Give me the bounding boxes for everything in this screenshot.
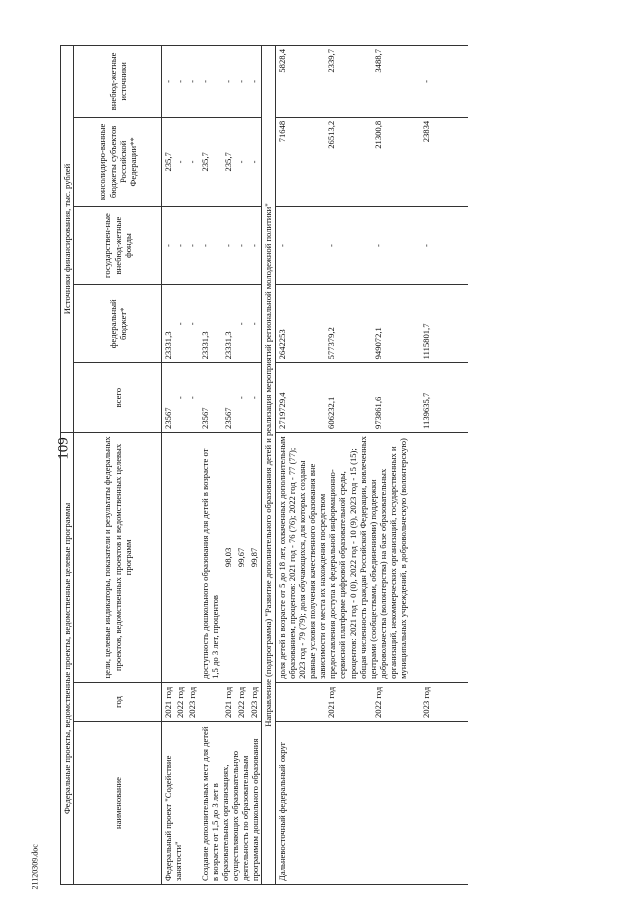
header-total: всего <box>74 363 162 433</box>
extra-cell: 5828,4 <box>275 46 325 118</box>
document-id: 21120309.doc <box>30 844 40 890</box>
state-cell: - <box>372 206 420 284</box>
rotated-table-sheet <box>60 45 620 885</box>
federal-cell: - <box>186 285 198 363</box>
regional-cell: - <box>174 117 186 206</box>
total-cell: - <box>174 363 186 433</box>
year-cell: 2023 год <box>248 682 262 721</box>
state-cell: - <box>222 206 235 284</box>
table-row <box>199 46 223 885</box>
extra-cell: - <box>162 46 175 118</box>
state-cell: - <box>174 206 186 284</box>
year-cell: 2023 год <box>420 682 468 721</box>
header-state-funds: государствен-ные внебюд-жетные фонды <box>74 206 162 284</box>
header-extra: внебюд-жетные источники <box>74 46 162 118</box>
federal-cell: - <box>248 285 262 363</box>
state-cell: - <box>199 206 223 284</box>
total-cell: 606232,1 <box>325 363 373 433</box>
table-row <box>275 46 325 885</box>
federal-cell: - <box>174 285 186 363</box>
total-cell: 23567 <box>162 363 175 433</box>
state-cell: - <box>162 206 175 284</box>
header-regional: консолидиро-ванные бюджеты субъектов Российской Федерации** <box>74 117 162 206</box>
federal-cell: - <box>235 285 248 363</box>
total-cell: 23567 <box>222 363 235 433</box>
regional-cell: - <box>248 117 262 206</box>
total-cell: - <box>248 363 262 433</box>
project-name: Федеральный проект "Содействие занятости" <box>162 722 199 885</box>
header-group-funding: Источники финансирования, тыс. рублей <box>61 46 74 433</box>
section-title: Направление (подпрограмма) "Развитие дополнительного образования детей и реализация мероприятий региональной молодежной политики" <box>262 46 275 885</box>
federal-cell: 949072,1 <box>372 285 420 363</box>
year-cell: 2022 год <box>372 682 420 721</box>
year-cell <box>275 682 325 721</box>
goal-cell: 99,87 <box>248 432 262 682</box>
extra-cell: 3488,7 <box>372 46 420 118</box>
year-cell: 2023 год <box>186 682 198 721</box>
extra-cell: 2339,7 <box>325 46 373 118</box>
project-name: Дальневосточный федеральный округ <box>275 722 468 885</box>
funding-table <box>60 45 468 885</box>
total-cell: - <box>235 363 248 433</box>
regional-cell: 235,7 <box>199 117 223 206</box>
regional-cell: 26513,2 <box>325 117 373 206</box>
regional-cell: 235,7 <box>162 117 175 206</box>
total-cell: 1139635,7 <box>420 363 468 433</box>
goal-cell <box>174 432 186 682</box>
header-row-1 <box>61 46 74 885</box>
header-name: наименование <box>74 722 162 885</box>
year-cell: 2022 год <box>174 682 186 721</box>
federal-cell: 23331,3 <box>199 285 223 363</box>
extra-cell: - <box>235 46 248 118</box>
goal-cell: доступность дошкольного образования для детей в возрасте от 1,5 до 3 лет, процентов <box>199 432 223 682</box>
federal-cell: 577379,2 <box>325 285 373 363</box>
extra-cell: - <box>248 46 262 118</box>
page-number: 109 <box>55 437 72 460</box>
state-cell: - <box>248 206 262 284</box>
goal-cell: 99,67 <box>235 432 248 682</box>
project-name: Создание дополнительных мест для детей в возрасте от 1,5 до 3 лет в образовательных организациях, осуществляющих образовательную деятельность по образовательным программам дошкольного образования <box>199 722 262 885</box>
goal-cell: доля детей в возрасте от 5 до 18 лет, охваченных дополнительным образованием, процентов: 2021 год - 76 (76); 2022 год - 77 (77); 2023 год - 79 (79); доля обучающихся, для которых созданы равные условия получения качественного образования вне зависимости от места их нахождения посредством предоставления доступа к федеральной информационно-сервисной платформе цифровой образовательной среды, процентов: 2021 год - 0 (0), 2022 год - 10 (9), 2023 год - 15 (15); общая численность граждан Российской Федерации, вовлеченных центрами (сообществами, объединениями) поддержки добровольчества (волонтерства) на базе образовательных организаций, некоммерческих организаций, государственных и муниципальных учреждений, в добровольческую (волонтерскую) <box>275 432 468 682</box>
state-cell: - <box>325 206 373 284</box>
goal-cell <box>186 432 198 682</box>
federal-cell: 23331,3 <box>222 285 235 363</box>
section-row <box>262 46 275 885</box>
regional-cell: 21300,8 <box>372 117 420 206</box>
extra-cell: - <box>222 46 235 118</box>
goal-cell: 98,03 <box>222 432 235 682</box>
goal-cell <box>162 432 175 682</box>
state-cell: - <box>235 206 248 284</box>
table-row <box>162 46 175 885</box>
state-cell: - <box>420 206 468 284</box>
year-cell: 2021 год <box>222 682 235 721</box>
extra-cell: - <box>174 46 186 118</box>
header-row-2 <box>74 46 162 885</box>
header-group-projects: Федеральные проекты, ведомственные проекты, ведомственные целевые программы <box>61 432 74 884</box>
federal-cell: 23331,3 <box>162 285 175 363</box>
header-federal: федеральный бюджет* <box>74 285 162 363</box>
year-cell: 2021 год <box>325 682 373 721</box>
year-cell: 2022 год <box>235 682 248 721</box>
extra-cell: - <box>420 46 468 118</box>
extra-cell: - <box>199 46 223 118</box>
total-cell: 973861,6 <box>372 363 420 433</box>
federal-cell: 1115801,7 <box>420 285 468 363</box>
regional-cell: - <box>235 117 248 206</box>
extra-cell: - <box>186 46 198 118</box>
regional-cell: - <box>186 117 198 206</box>
state-cell: - <box>186 206 198 284</box>
total-cell: - <box>186 363 198 433</box>
regional-cell: 23834 <box>420 117 468 206</box>
header-goals: цели, целевые индикаторы, показатели и результаты федеральных проектов, ведомственных проектов и ведомственных целевых программ <box>74 432 162 682</box>
state-cell: - <box>275 206 325 284</box>
year-cell: 2021 год <box>162 682 175 721</box>
total-cell: 2719729,4 <box>275 363 325 433</box>
total-cell: 23567 <box>199 363 223 433</box>
regional-cell: 71648 <box>275 117 325 206</box>
federal-cell: 2642253 <box>275 285 325 363</box>
regional-cell: 235,7 <box>222 117 235 206</box>
year-cell <box>199 682 223 721</box>
header-year: год <box>74 682 162 721</box>
